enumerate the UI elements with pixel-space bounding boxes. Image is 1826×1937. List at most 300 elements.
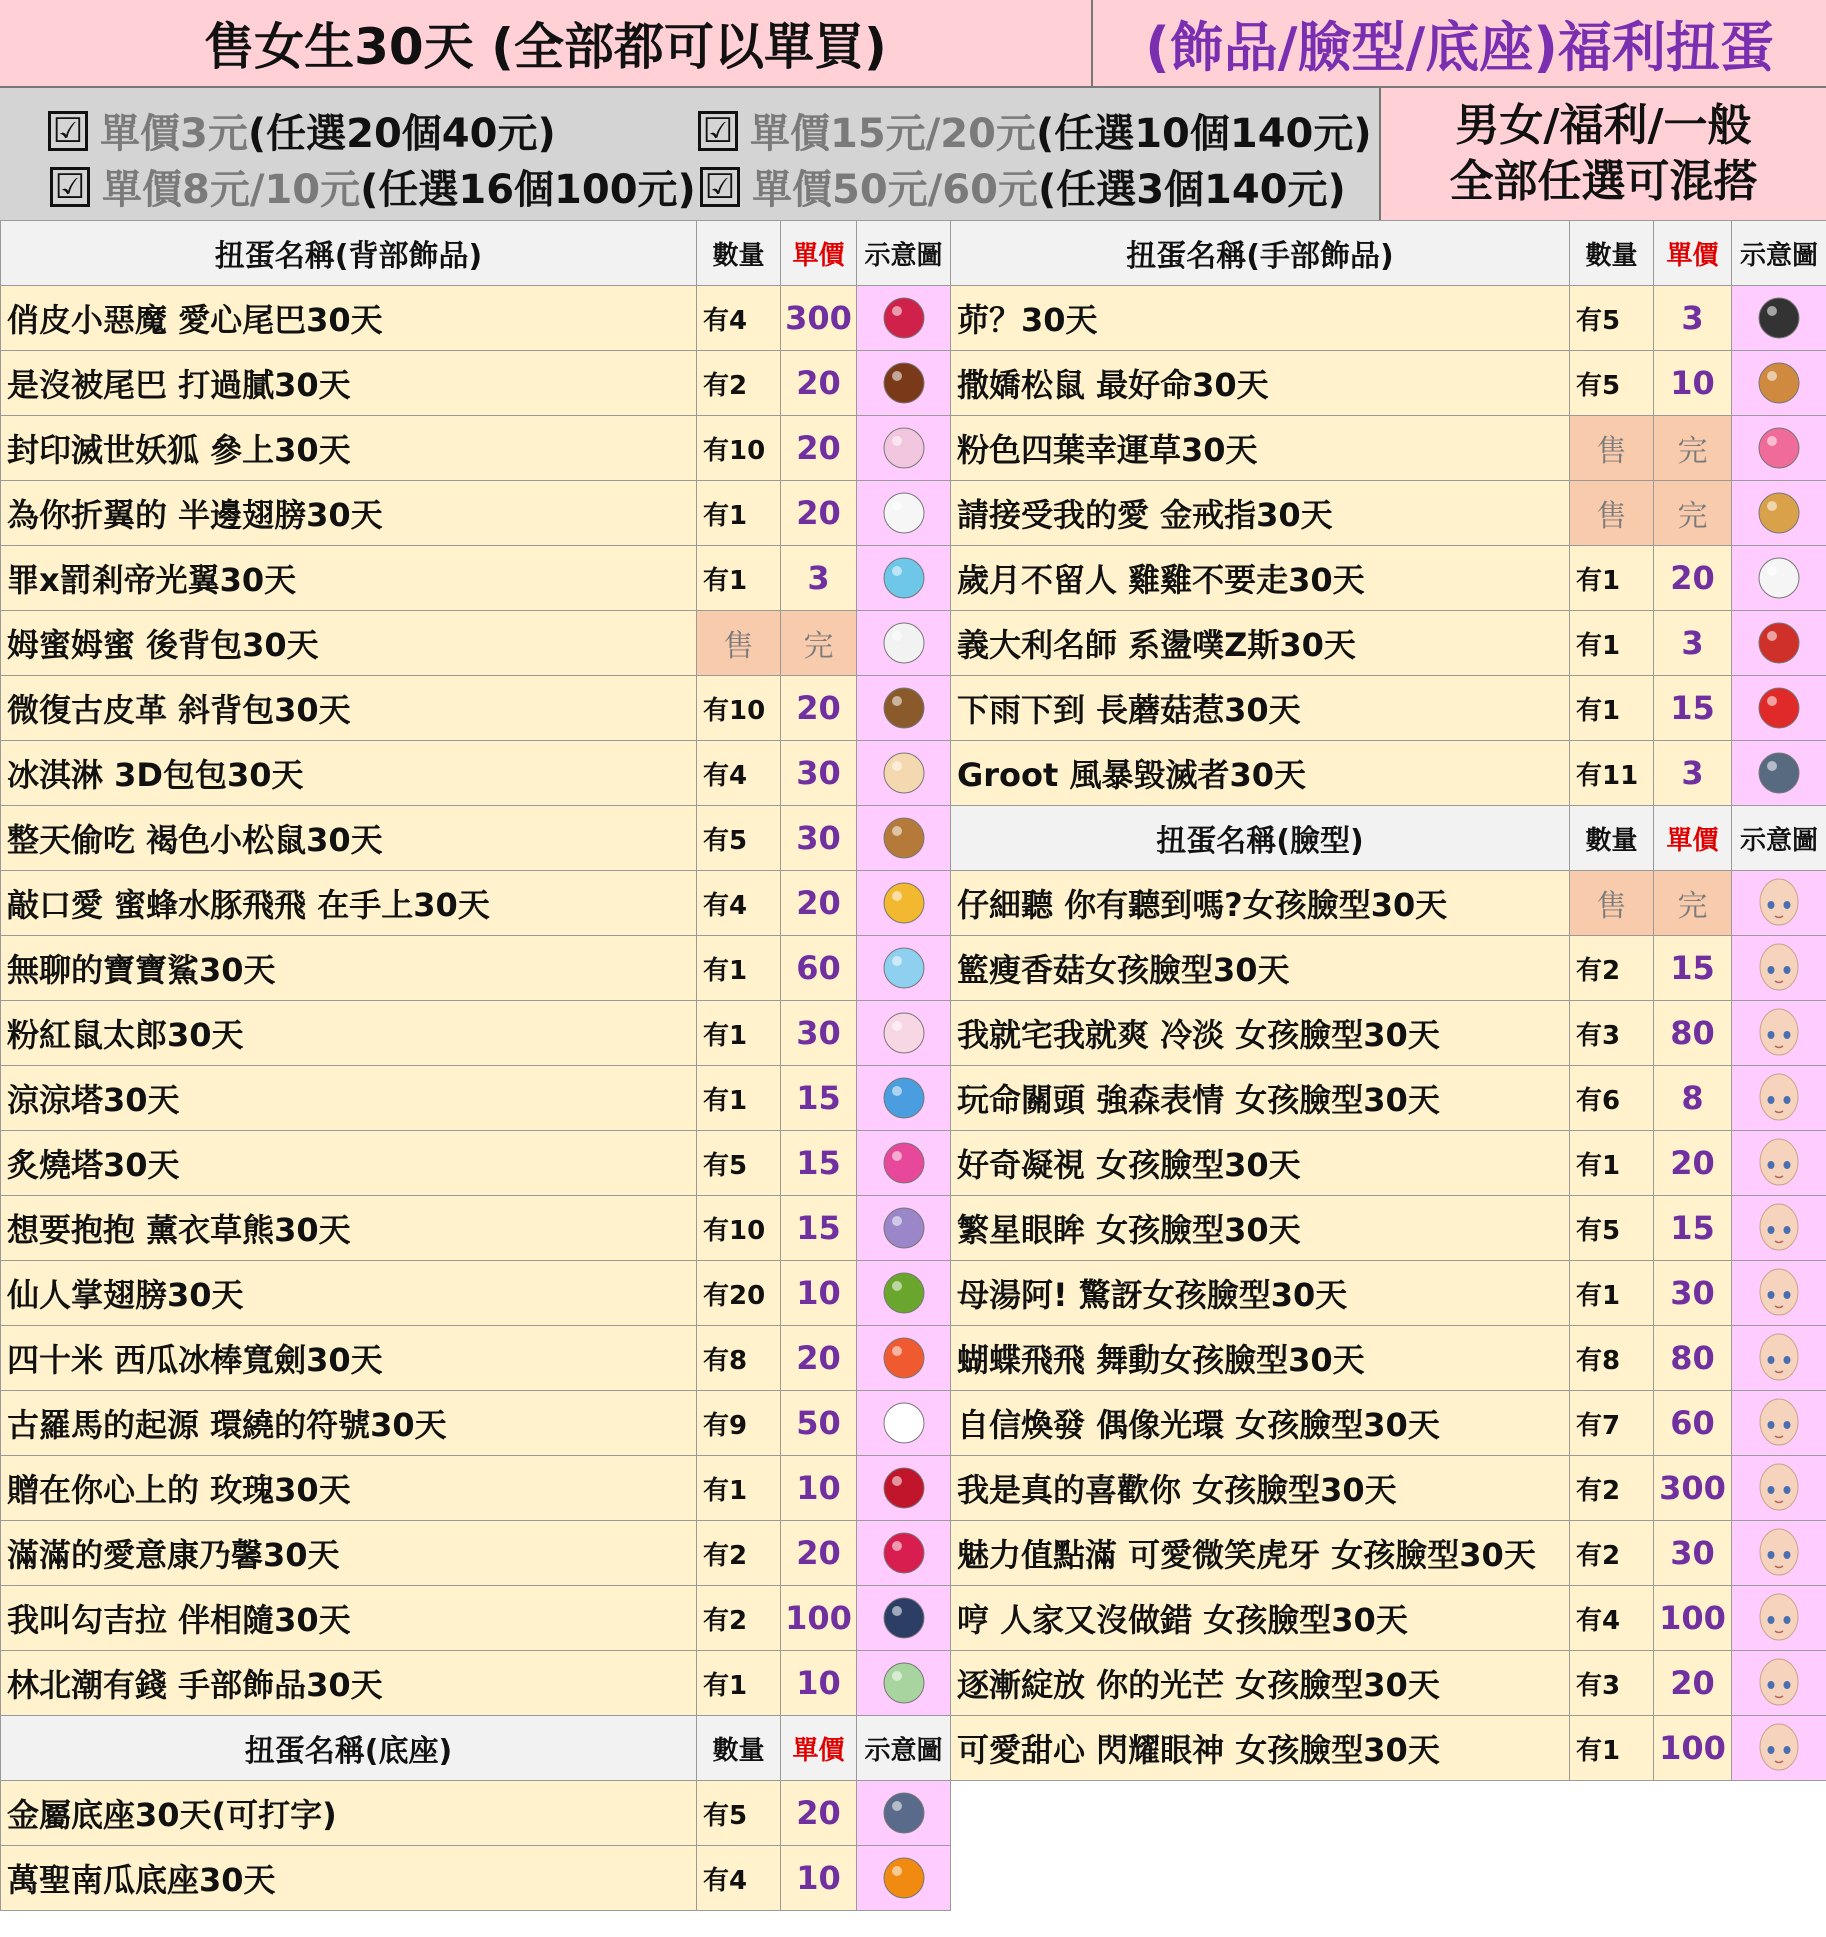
face-icon: [1751, 1590, 1807, 1646]
section-heading: 扭蛋名稱(背部飾品): [1, 221, 697, 286]
baby-shark-icon: [876, 940, 932, 996]
squirrel-icon: [876, 810, 932, 866]
preview-image: [857, 1521, 951, 1586]
item-price: 15: [1654, 676, 1732, 741]
preview-image: [857, 286, 951, 351]
item-name: 林北潮有錢 手部飾品30天: [1, 1651, 697, 1716]
ice-cream-bag-icon: [876, 745, 932, 801]
item-name: 想要抱抱 薰衣草熊30天: [1, 1196, 697, 1261]
preview-image: [857, 351, 951, 416]
roman-clock-icon: [876, 1395, 932, 1451]
carnation-icon: [876, 1525, 932, 1581]
item-price: 3: [1654, 611, 1732, 676]
item-price: 3: [781, 546, 857, 611]
table-row: [951, 1391, 1826, 1456]
item-name: 自信煥發 偶像光環 女孩臉型30天: [951, 1391, 1570, 1456]
item-price: 300: [781, 286, 857, 351]
item-qty: 有10: [697, 676, 781, 741]
price-column-header: 單價: [1654, 221, 1732, 286]
item-price: 30: [1654, 1521, 1732, 1586]
table-row: [1, 936, 951, 1001]
preview-image: [857, 1456, 951, 1521]
item-qty: 有9: [697, 1391, 781, 1456]
table-header-row: [1, 1716, 951, 1781]
item-qty: 有1: [697, 481, 781, 546]
price-option-detail: (任選3個140元): [1037, 167, 1346, 213]
item-name: 涼涼塔30天: [1, 1066, 697, 1131]
mix-note-line1: 男女/福利/一般: [1455, 100, 1752, 151]
item-qty: 有2: [697, 1521, 781, 1586]
price-option-4: [700, 158, 1346, 215]
item-price: 30: [781, 1001, 857, 1066]
table-row: [951, 1521, 1826, 1586]
item-name: 俏皮小惡魔 愛心尾巴30天: [1, 286, 697, 351]
item-name: 魅力值點滿 可愛微笑虎牙 女孩臉型30天: [951, 1521, 1570, 1586]
preview-image: [857, 1586, 951, 1651]
sold-out-label: 完: [1654, 871, 1732, 936]
price-option-lead: 單價8元/10元: [102, 167, 361, 213]
item-price: 20: [1654, 1131, 1732, 1196]
item-price: 100: [781, 1586, 857, 1651]
item-name: 茆？30天: [951, 286, 1570, 351]
checkbox-icon: ☑: [700, 167, 740, 207]
item-qty: 有1: [697, 1651, 781, 1716]
preview-image: [857, 871, 951, 936]
sold-out-label: 售: [1570, 416, 1654, 481]
pumpkin-base-icon: [876, 1850, 932, 1906]
item-price: 15: [1654, 936, 1732, 1001]
face-icon: [1751, 1460, 1807, 1516]
table-row: [1, 1326, 951, 1391]
leather-bag-icon: [876, 680, 932, 736]
left-table: [0, 220, 951, 1911]
item-name: 金屬底座30天(可打字): [1, 1781, 697, 1846]
item-name: 罪x罰剎帝光翼30天: [1, 546, 697, 611]
item-name: 仙人掌翅膀30天: [1, 1261, 697, 1326]
item-price: 10: [781, 1846, 857, 1911]
section-heading: 扭蛋名稱(手部飾品): [951, 221, 1570, 286]
price-column-header: 單價: [1654, 806, 1732, 871]
preview-image: [857, 1131, 951, 1196]
preview-image: [1732, 1456, 1826, 1521]
rose-icon: [876, 1460, 932, 1516]
item-price: 15: [1654, 1196, 1732, 1261]
mushroom-icon: [1751, 680, 1807, 736]
qty-column-header: 數量: [697, 1716, 781, 1781]
table-row: [1, 676, 951, 741]
item-qty: 有5: [697, 1781, 781, 1846]
table-row: [951, 1261, 1826, 1326]
item-qty: 有4: [1570, 1586, 1654, 1651]
item-name: 整天偷吃 褐色小松鼠30天: [1, 806, 697, 871]
preview-image: [1732, 481, 1826, 546]
item-qty: 有7: [1570, 1391, 1654, 1456]
item-price: 20: [781, 1521, 857, 1586]
table-row: [1, 806, 951, 871]
face-icon: [1751, 1135, 1807, 1191]
item-name: 請接受我的愛 金戒指30天: [951, 481, 1570, 546]
preview-image: [1732, 936, 1826, 1001]
crystal-wings-icon: [876, 550, 932, 606]
title-left: 售女生30天 (全部都可以單買): [0, 0, 1093, 88]
item-name: 冰淇淋 3D包包30天: [1, 741, 697, 806]
preview-image: [857, 546, 951, 611]
image-column-header: 示意圖: [1732, 221, 1826, 286]
preview-image: [1732, 1131, 1826, 1196]
item-qty: 有1: [1570, 1716, 1654, 1781]
face-icon: [1751, 1720, 1807, 1776]
item-qty: 有1: [1570, 676, 1654, 741]
item-qty: 有1: [1570, 1131, 1654, 1196]
item-name: 粉紅鼠太郎30天: [1, 1001, 697, 1066]
face-icon: [1751, 875, 1807, 931]
sold-out-label: 完: [781, 611, 857, 676]
item-name: 可愛甜心 閃耀眼神 女孩臉型30天: [951, 1716, 1570, 1781]
qty-column-header: 數量: [1570, 221, 1654, 286]
preview-image: [857, 936, 951, 1001]
item-name: 微復古皮革 斜背包30天: [1, 676, 697, 741]
table-row: [951, 1131, 1826, 1196]
price-option-lead: 單價15元/20元: [750, 111, 1036, 157]
item-name: 籃瘦香菇女孩臉型30天: [951, 936, 1570, 1001]
preview-image: [1732, 1586, 1826, 1651]
item-price: 20: [781, 351, 857, 416]
item-name: 古羅馬的起源 環繞的符號30天: [1, 1391, 697, 1456]
preview-image: [1732, 741, 1826, 806]
item-qty: 有2: [1570, 936, 1654, 1001]
preview-image: [857, 1846, 951, 1911]
preview-image: [1732, 1521, 1826, 1586]
price-column-header: 單價: [781, 1716, 857, 1781]
item-name: 玩命關頭 強森表情 女孩臉型30天: [951, 1066, 1570, 1131]
preview-image: [857, 1326, 951, 1391]
cactus-icon: [876, 1265, 932, 1321]
table-header-row: [951, 221, 1826, 286]
preview-image: [1732, 611, 1826, 676]
popsicle-sword-icon: [876, 1330, 932, 1386]
item-qty: 有10: [697, 416, 781, 481]
item-qty: 有1: [1570, 546, 1654, 611]
heart-tail-icon: [876, 290, 932, 346]
sheep-bag-icon: [876, 615, 932, 671]
table-row: [1, 286, 951, 351]
preview-image: [1732, 1196, 1826, 1261]
face-icon: [1751, 1005, 1807, 1061]
table-row: [951, 1586, 1826, 1651]
item-qty: 有5: [697, 1131, 781, 1196]
table-row: [951, 1716, 1826, 1781]
item-qty: 有8: [697, 1326, 781, 1391]
table-row: [951, 481, 1826, 546]
preview-image: [1732, 546, 1826, 611]
item-qty: 有2: [697, 351, 781, 416]
hook-icon: [876, 1590, 932, 1646]
preview-image: [857, 1066, 951, 1131]
preview-image: [1732, 1261, 1826, 1326]
item-name: 歲月不留人 雞雞不要走30天: [951, 546, 1570, 611]
item-qty: 有4: [697, 1846, 781, 1911]
item-name: 無聊的寶寶鯊30天: [1, 936, 697, 1001]
price-option-3: [50, 158, 696, 215]
table-row: [951, 351, 1826, 416]
item-qty: 有1: [697, 546, 781, 611]
item-name: 敲口愛 蜜蜂水豚飛飛 在手上30天: [1, 871, 697, 936]
item-name: 撒嬌松鼠 最好命30天: [951, 351, 1570, 416]
item-name: 我就宅我就爽 冷淡 女孩臉型30天: [951, 1001, 1570, 1066]
price-column-header: 單價: [781, 221, 857, 286]
item-name: 仔細聽 你有聽到嗎?女孩臉型30天: [951, 871, 1570, 936]
table-row: [1, 1846, 951, 1911]
sold-out-label: 完: [1654, 416, 1732, 481]
preview-image: [857, 611, 951, 676]
item-price: 20: [781, 481, 857, 546]
pink-hamster-icon: [876, 1005, 932, 1061]
preview-image: [857, 741, 951, 806]
item-name: 繁星眼眸 女孩臉型30天: [951, 1196, 1570, 1261]
item-price: 20: [1654, 1651, 1732, 1716]
lavender-bear-icon: [876, 1200, 932, 1256]
face-icon: [1751, 1330, 1807, 1386]
table-row: [951, 1651, 1826, 1716]
item-qty: 有5: [1570, 1196, 1654, 1261]
preview-image: [1732, 1066, 1826, 1131]
item-price: 10: [781, 1261, 857, 1326]
table-row: [1, 741, 951, 806]
image-column-header: 示意圖: [1732, 806, 1826, 871]
item-price: 10: [781, 1651, 857, 1716]
table-row: [951, 1001, 1826, 1066]
item-qty: 有2: [697, 1586, 781, 1651]
preview-image: [857, 416, 951, 481]
item-price: 20: [781, 416, 857, 481]
checkbox-icon: ☑: [50, 167, 90, 207]
table-row: [951, 1326, 1826, 1391]
preview-image: [1732, 1651, 1826, 1716]
item-name: 萬聖南瓜底座30天: [1, 1846, 697, 1911]
mix-note-line2: 全部任選可混搭: [1449, 156, 1758, 207]
item-price: 20: [781, 871, 857, 936]
table-row: [951, 1066, 1826, 1131]
table-row: [951, 546, 1826, 611]
table-header-row: [1, 221, 951, 286]
checkbox-icon: ☑: [698, 111, 738, 151]
item-qty: 有3: [1570, 1001, 1654, 1066]
item-price: 20: [1654, 546, 1732, 611]
face-icon: [1751, 1525, 1807, 1581]
item-price: 30: [781, 806, 857, 871]
item-price: 15: [781, 1131, 857, 1196]
item-price: 300: [1654, 1456, 1732, 1521]
item-name: 義大利名師 系盪噗Z斯30天: [951, 611, 1570, 676]
table-row: [951, 676, 1826, 741]
pink-clover-icon: [1751, 420, 1807, 476]
table-row: [1, 1456, 951, 1521]
price-option-1: [48, 102, 556, 159]
item-price: 10: [1654, 351, 1732, 416]
lotus-icon: [876, 420, 932, 476]
item-qty: 有2: [1570, 1521, 1654, 1586]
item-price: 3: [1654, 741, 1732, 806]
preview-image: [857, 1001, 951, 1066]
table-row: [1, 1261, 951, 1326]
price-option-detail: (任選10個140元): [1035, 111, 1372, 157]
face-icon: [1751, 1655, 1807, 1711]
price-option-2: [698, 102, 1372, 159]
item-qty: 有4: [697, 286, 781, 351]
right-table: [950, 220, 1826, 1781]
bee-capybara-icon: [876, 875, 932, 931]
item-qty: 有5: [697, 806, 781, 871]
table-row: [1, 611, 951, 676]
table-row: [951, 741, 1826, 806]
sold-out-label: 售: [697, 611, 781, 676]
item-price: 15: [781, 1066, 857, 1131]
item-price: 80: [1654, 1326, 1732, 1391]
teddy-squirrel-icon: [1751, 355, 1807, 411]
preview-image: [857, 676, 951, 741]
price-options: [0, 88, 1381, 220]
item-price: 20: [781, 676, 857, 741]
preview-image: [1732, 416, 1826, 481]
item-price: 50: [781, 1391, 857, 1456]
item-name: 是沒被尾巴 打過膩30天: [1, 351, 697, 416]
item-qty: 有1: [697, 936, 781, 1001]
preview-image: [857, 481, 951, 546]
item-price: 30: [1654, 1261, 1732, 1326]
wing-icon: [876, 485, 932, 541]
preview-image: [1732, 1326, 1826, 1391]
blue-octopus-icon: [876, 1070, 932, 1126]
preview-image: [1732, 286, 1826, 351]
preview-image: [1732, 1391, 1826, 1456]
qty-column-header: 數量: [1570, 806, 1654, 871]
item-qty: 有20: [697, 1261, 781, 1326]
preview-image: [1732, 351, 1826, 416]
table-row: [1, 1586, 951, 1651]
item-name: 母湯阿! 驚訝女孩臉型30天: [951, 1261, 1570, 1326]
item-qty: 有2: [1570, 1456, 1654, 1521]
preview-image: [857, 1391, 951, 1456]
item-price: 20: [781, 1326, 857, 1391]
table-row: [951, 1196, 1826, 1261]
item-price: 100: [1654, 1586, 1732, 1651]
preview-image: [857, 1261, 951, 1326]
image-column-header: 示意圖: [857, 1716, 951, 1781]
item-qty: 有1: [1570, 611, 1654, 676]
table-row: [1, 1001, 951, 1066]
table-row: [1, 871, 951, 936]
item-name: 炙燒塔30天: [1, 1131, 697, 1196]
title-right: (飾品/臉型/底座)福利扭蛋: [1093, 0, 1826, 88]
item-name: 姆蜜姆蜜 後背包30天: [1, 611, 697, 676]
item-name: 逐漸綻放 你的光芒 女孩臉型30天: [951, 1651, 1570, 1716]
item-price: 30: [781, 741, 857, 806]
hammer-icon: [1751, 745, 1807, 801]
table-row: [951, 416, 1826, 481]
money-fan-icon: [876, 1655, 932, 1711]
table-row: [1, 1391, 951, 1456]
item-qty: 有1: [697, 1001, 781, 1066]
preview-image: [1732, 676, 1826, 741]
wand-icon: [1751, 290, 1807, 346]
item-qty: 有8: [1570, 1326, 1654, 1391]
table-row: [951, 1456, 1826, 1521]
price-option-lead: 單價50元/60元: [752, 167, 1038, 213]
lobster-claws-icon: [1751, 615, 1807, 671]
item-price: 8: [1654, 1066, 1732, 1131]
face-icon: [1751, 1200, 1807, 1256]
table-row: [951, 286, 1826, 351]
preview-image: [1732, 871, 1826, 936]
ring-icon: [1751, 485, 1807, 541]
item-price: 60: [781, 936, 857, 1001]
item-qty: 有11: [1570, 741, 1654, 806]
image-column-header: 示意圖: [857, 221, 951, 286]
item-qty: 有1: [697, 1066, 781, 1131]
item-name: 好奇凝視 女孩臉型30天: [951, 1131, 1570, 1196]
item-price: 10: [781, 1456, 857, 1521]
preview-image: [1732, 1001, 1826, 1066]
table-row: [951, 871, 1826, 936]
table-row: [1, 416, 951, 481]
item-qty: 有1: [697, 1456, 781, 1521]
table-row: [1, 1066, 951, 1131]
sold-out-label: 完: [1654, 481, 1732, 546]
item-price: 100: [1654, 1716, 1732, 1781]
item-qty: 有4: [697, 741, 781, 806]
item-qty: 有4: [697, 871, 781, 936]
item-name: 贈在你心上的 玫瑰30天: [1, 1456, 697, 1521]
item-name: 我叫勾吉拉 伴相隨30天: [1, 1586, 697, 1651]
preview-image: [857, 1781, 951, 1846]
table-row: [951, 936, 1826, 1001]
item-qty: 有3: [1570, 1651, 1654, 1716]
item-qty: 有1: [1570, 1261, 1654, 1326]
table-row: [1, 351, 951, 416]
table-row: [1, 1781, 951, 1846]
item-qty: 有5: [1570, 351, 1654, 416]
item-qty: 有10: [697, 1196, 781, 1261]
item-name: 蝴蝶飛飛 舞動女孩臉型30天: [951, 1326, 1570, 1391]
item-price: 15: [781, 1196, 857, 1261]
table-row: [1, 1521, 951, 1586]
item-name: 我是真的喜歡你 女孩臉型30天: [951, 1456, 1570, 1521]
metal-base-icon: [876, 1785, 932, 1841]
item-name: 下雨下到 長蘑菇惹30天: [951, 676, 1570, 741]
item-name: 四十米 西瓜冰棒寬劍30天: [1, 1326, 697, 1391]
preview-image: [857, 1196, 951, 1261]
item-name: 粉色四葉幸運草30天: [951, 416, 1570, 481]
section-heading: 扭蛋名稱(底座): [1, 1716, 697, 1781]
pink-octopus-icon: [876, 1135, 932, 1191]
table-row: [1, 1131, 951, 1196]
item-qty: 有6: [1570, 1066, 1654, 1131]
preview-image: [1732, 1716, 1826, 1781]
face-icon: [1751, 1265, 1807, 1321]
preview-image: [857, 806, 951, 871]
price-option-detail: (任選16個100元): [360, 167, 696, 213]
item-price: 60: [1654, 1391, 1732, 1456]
item-name: 封印滅世妖狐 參上30天: [1, 416, 697, 481]
table-row: [1, 481, 951, 546]
price-option-detail: (任選20個40元): [247, 111, 556, 157]
table-row: [951, 611, 1826, 676]
item-name: Groot 風暴毀滅者30天: [951, 741, 1570, 806]
checkbox-icon: ☑: [48, 111, 88, 151]
item-name: 為你折翼的 半邊翅膀30天: [1, 481, 697, 546]
section-heading: 扭蛋名稱(臉型): [951, 806, 1570, 871]
item-price: 3: [1654, 286, 1732, 351]
